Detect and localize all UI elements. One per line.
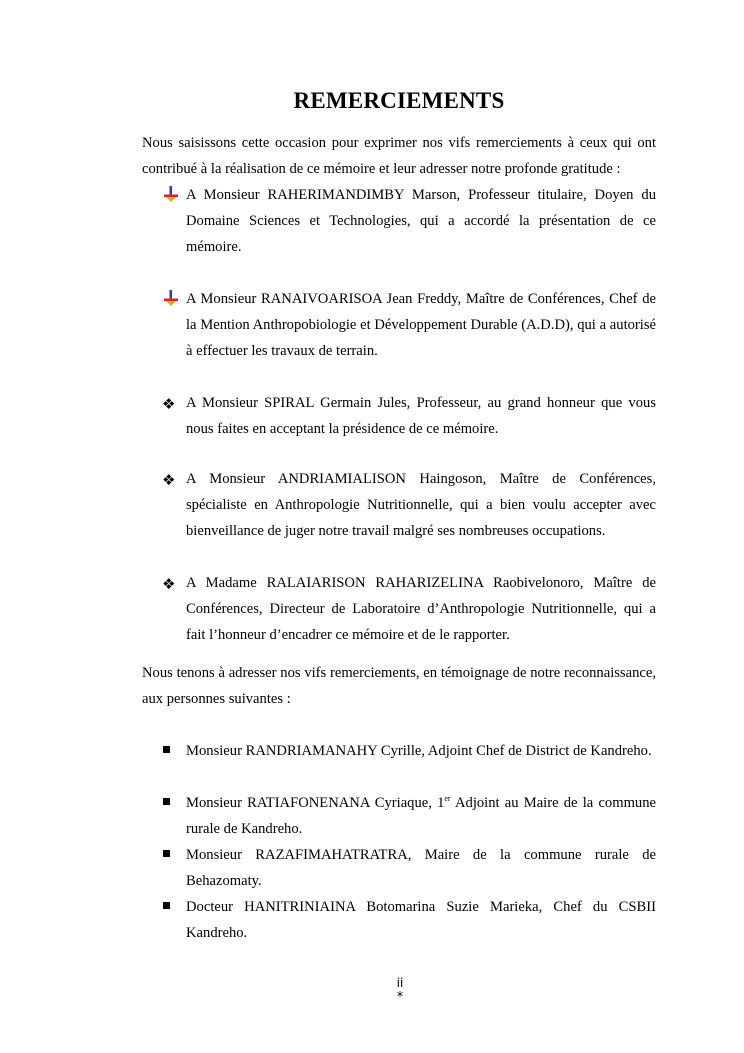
down-arrow-bullet-icon <box>163 290 179 306</box>
diamond-bullet-icon: ❖ <box>162 471 176 489</box>
page-title: REMERCIEMENTS <box>293 88 505 113</box>
ordinal-suffix: er <box>444 794 451 803</box>
square-bullet-icon <box>163 746 170 753</box>
person-item <box>186 790 656 842</box>
square-bullet-icon <box>163 902 170 909</box>
diamond-bullet-icon: ❖ <box>162 395 176 413</box>
person-item: Monsieur RAZAFIMAHATRATRA, Maire de la commune rurale de Behazomaty. <box>186 847 656 889</box>
second-intro-paragraph: Nous tenons à adresser nos vifs remerciements, en témoignage de notre reconnaissance, aux personnes suivantes : <box>142 665 656 707</box>
intro-paragraph: Nous saisissons cette occasion pour exprimer nos vifs remerciements à ceux qui ont contribué à la réalisation de ce mémoire et leur adresser notre profonde gratitude : <box>142 135 656 177</box>
person-item-text: Adjoint au Maire de la commune rurale de Kandreho. <box>186 795 656 837</box>
page-number: ii <box>396 976 404 990</box>
thanks-item: A Monsieur SPIRAL Germain Jules, Professeur, au grand honneur que vous nous faites en acceptant la présidence de ce mémoire. <box>186 395 656 437</box>
thanks-item: A Monsieur ANDRIAMIALISON Haingoson, Maître de Conférences, spécialiste en Anthropologie Nutritionnelle, qui a bien voulu accepter avec bienveillance de juger notre travail malgré ses nombreuses occupations. <box>186 471 656 539</box>
diamond-bullet-icon: ❖ <box>162 575 176 593</box>
person-item: Monsieur RANDRIAMANAHY Cyrille, Adjoint Chef de District de Kandreho. <box>186 743 652 759</box>
square-bullet-icon <box>163 798 170 805</box>
person-item: Docteur HANITRINIAINA Botomarina Suzie Marieka, Chef du CSBII Kandreho. <box>186 899 656 941</box>
thanks-item: A Monsieur RAHERIMANDIMBY Marson, Professeur titulaire, Doyen du Domaine Sciences et Technologies, qui a accordé la présentation de ce mémoire. <box>186 187 656 255</box>
footer-mark: * <box>396 990 404 1005</box>
square-bullet-icon <box>163 850 170 857</box>
person-item-text: Monsieur RATIAFONENANA Cyriaque, 1 <box>186 795 445 811</box>
down-arrow-bullet-icon <box>163 186 179 202</box>
thanks-item: A Monsieur RANAIVOARISOA Jean Freddy, Maître de Conférences, Chef de la Mention Anthropobiologie et Développement Durable (A.D.D), qui a autorisé à effectuer les travaux de terrain. <box>186 291 656 359</box>
thanks-item: A Madame RALAIARISON RAHARIZELINA Raobivelonoro, Maître de Conférences, Directeur de Laboratoire d’Anthropologie Nutritionnelle, qui a fait l’honneur d’encadrer ce mémoire et de le rapporter. <box>186 575 656 643</box>
